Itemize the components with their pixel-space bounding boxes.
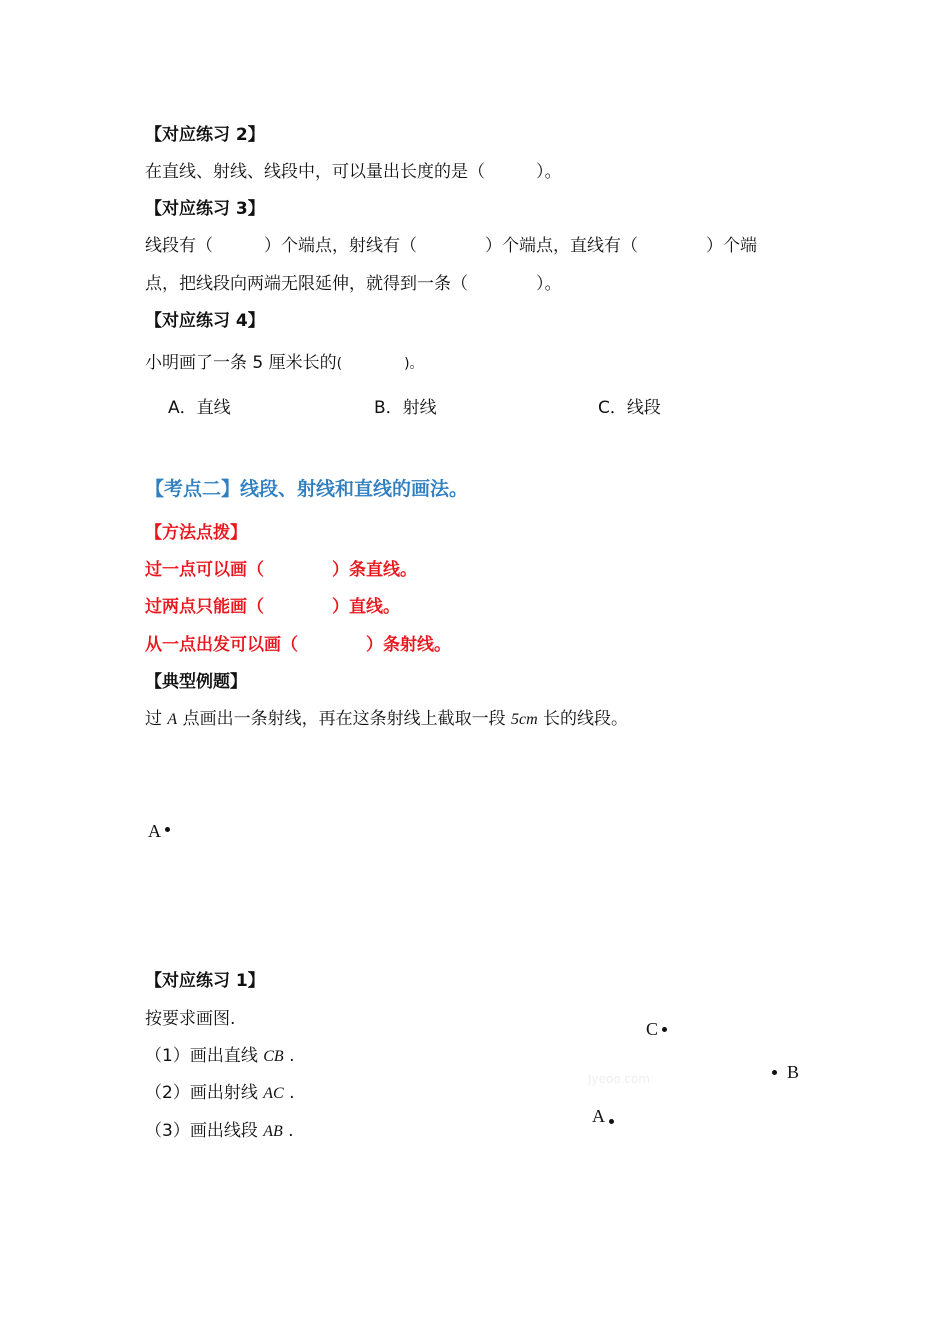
method-line-1: 过一点可以画（ ）条直线。 bbox=[145, 560, 417, 580]
exercise-1-item-3 bbox=[145, 1120, 294, 1143]
figure-point-b-dot bbox=[772, 1070, 777, 1075]
exercise-4-option-c: C．线段 bbox=[598, 398, 661, 418]
exercise-1-item-2-var: AC bbox=[263, 1085, 284, 1102]
example-point-a bbox=[148, 821, 170, 841]
exercise-1-item-2-end: . bbox=[283, 1083, 295, 1103]
exercise-1-item-2-text: （2）画出射线 bbox=[145, 1083, 264, 1103]
figure-point-a-label: A bbox=[592, 1106, 605, 1126]
exercise-1-item-3-var: AB bbox=[263, 1123, 283, 1140]
exercise-4-heading: 【对应练习 4】 bbox=[145, 311, 265, 331]
example-point-a-dot bbox=[165, 827, 170, 832]
example-text-mid: 点画出一条射线，再在这条射线上截取一段 bbox=[177, 709, 511, 729]
method-line-2: 过两点只能画（ ）直线。 bbox=[145, 597, 400, 617]
example-heading: 【典型例题】 bbox=[145, 672, 247, 692]
exercise-1-item-2 bbox=[145, 1082, 295, 1105]
exercise-4-question bbox=[145, 352, 424, 375]
method-heading: 【方法点拨】 bbox=[145, 523, 247, 543]
exercise-4-paren-open: ( bbox=[336, 356, 343, 372]
exercise-4-question-text: 小明画了一条 5 厘米长的 bbox=[145, 353, 337, 373]
exercise-1-item-3-text: （3）画出线段 bbox=[145, 1121, 264, 1141]
exercise-4-option-b: B．射线 bbox=[374, 398, 437, 418]
exercise-1-item-1-text: （1）画出直线 bbox=[145, 1046, 264, 1066]
exercise-3-line-1: 线段有（ ）个端点，射线有（ ）个端点，直线有（ ）个端 bbox=[145, 236, 757, 256]
exercise-4-paren-close: )。 bbox=[404, 356, 424, 372]
example-text bbox=[145, 708, 628, 731]
figure-point-a bbox=[592, 1106, 614, 1126]
figure-point-a-dot bbox=[609, 1119, 614, 1124]
figure-point-c-dot bbox=[662, 1027, 667, 1032]
exercise-2-question: 在直线、射线、线段中，可以量出长度的是（ ）。 bbox=[145, 162, 562, 182]
example-text-pre: 过 bbox=[145, 709, 168, 729]
exercise-1-item-3-end: . bbox=[282, 1121, 294, 1141]
exercise-3-line-2: 点，把线段向两端无限延伸，就得到一条（ ）。 bbox=[145, 274, 562, 294]
figure-point-b-label: B bbox=[787, 1062, 800, 1082]
example-point-a-label: A bbox=[148, 821, 161, 841]
exercise-4-option-a: A．直线 bbox=[168, 398, 231, 418]
exercise-1-heading: 【对应练习 1】 bbox=[145, 971, 265, 991]
exercise-1-instruction: 按要求画图. bbox=[145, 1009, 236, 1029]
exercise-2-heading: 【对应练习 2】 bbox=[145, 125, 265, 145]
kaodian-2-title: 【考点二】线段、射线和直线的画法。 bbox=[145, 478, 469, 500]
watermark: Jyeoo.com bbox=[588, 1072, 650, 1086]
figure-point-b bbox=[772, 1062, 799, 1082]
figure-point-c-label: C bbox=[646, 1019, 659, 1039]
exercise-1-item-1-end: . bbox=[283, 1046, 295, 1066]
exercise-1-item-1-var: CB bbox=[263, 1048, 284, 1065]
exercise-1-item-1 bbox=[145, 1045, 295, 1068]
method-line-3: 从一点出发可以画（ ）条射线。 bbox=[145, 635, 451, 655]
example-text-post: 长的线段。 bbox=[537, 709, 629, 729]
example-length: 5cm bbox=[511, 711, 538, 728]
figure-point-c bbox=[646, 1019, 667, 1039]
exercise-3-heading: 【对应练习 3】 bbox=[145, 199, 265, 219]
example-var-a: A bbox=[167, 711, 178, 728]
